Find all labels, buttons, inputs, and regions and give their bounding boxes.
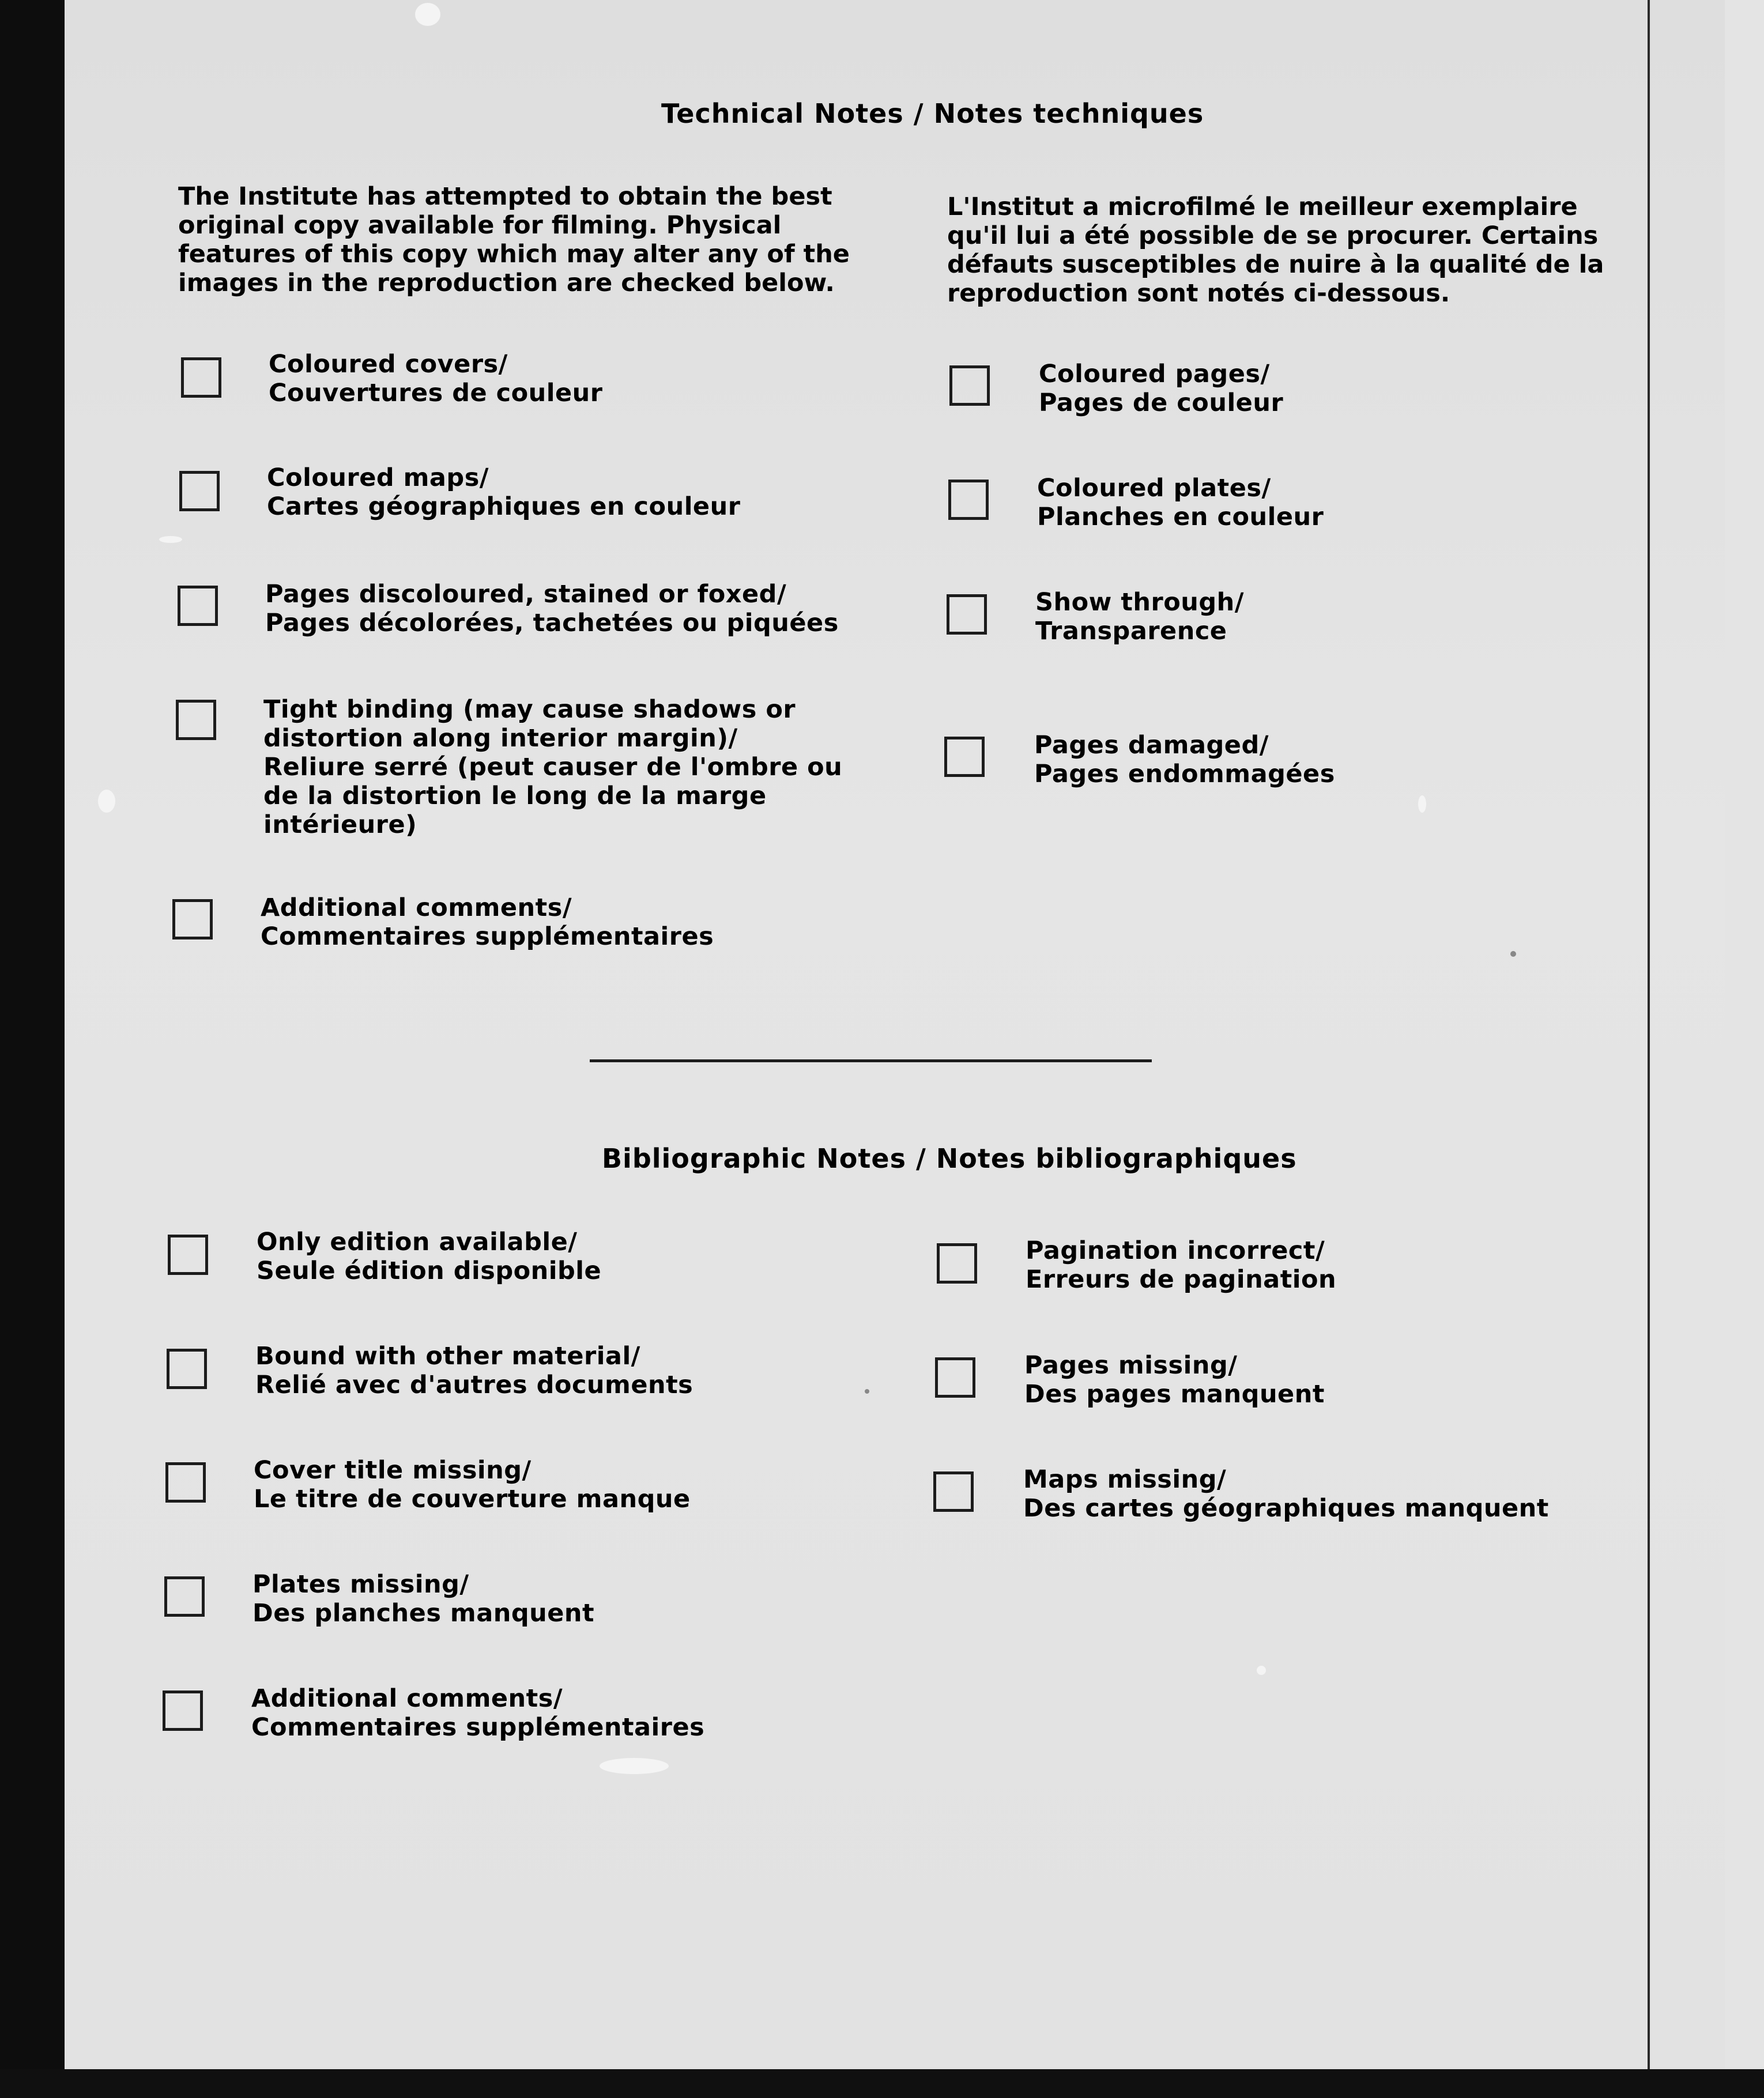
label-bibliographic-additional-comments: Additional comments/ Commentaires supplémentaires bbox=[251, 1684, 705, 1742]
checkbox-show-through[interactable] bbox=[947, 594, 987, 635]
label-maps-missing: Maps missing/ Des cartes géographiques manquent bbox=[1023, 1465, 1549, 1523]
label-coloured-pages: Coloured pages/ Pages de couleur bbox=[1039, 360, 1284, 417]
film-blemish bbox=[1257, 1666, 1266, 1675]
checkbox-technical-additional-comments[interactable] bbox=[172, 899, 213, 939]
film-blemish bbox=[865, 1389, 869, 1394]
section-divider-rule bbox=[590, 1059, 1152, 1062]
label-pages-missing: Pages missing/ Des pages manquent bbox=[1024, 1351, 1325, 1409]
frame-bottom-edge bbox=[0, 2069, 1764, 2098]
label-only-edition: Only edition available/ Seule édition disponible bbox=[257, 1228, 602, 1285]
checkbox-plates-missing[interactable] bbox=[164, 1576, 205, 1617]
film-blemish bbox=[600, 1758, 669, 1774]
checkbox-bound-with-other[interactable] bbox=[167, 1349, 207, 1389]
checkbox-pages-discoloured[interactable] bbox=[178, 586, 218, 626]
checkbox-coloured-plates[interactable] bbox=[948, 480, 989, 520]
technical-intro-french: L'Institut a microfilmé le meilleur exemplaire qu'il lui a été possible de se procurer. Certains défauts susceptibles de nuire à la qualité de la reproduction sont notés ci-dessous. bbox=[947, 193, 1604, 308]
film-blemish bbox=[415, 3, 440, 26]
checkbox-only-edition[interactable] bbox=[168, 1235, 208, 1275]
label-show-through: Show through/ Transparence bbox=[1035, 588, 1244, 646]
adjacent-page-strip bbox=[1725, 0, 1764, 2098]
checkbox-tight-binding[interactable] bbox=[176, 700, 216, 740]
label-pages-damaged: Pages damaged/ Pages endommagées bbox=[1034, 731, 1335, 788]
film-blemish bbox=[1510, 951, 1516, 957]
film-blemish bbox=[1418, 795, 1426, 813]
checkbox-cover-title-missing[interactable] bbox=[165, 1462, 206, 1503]
technical-notes-heading: Technical Notes / Notes techniques bbox=[661, 98, 1204, 129]
label-pagination-incorrect: Pagination incorrect/ Erreurs de pagination bbox=[1026, 1236, 1337, 1294]
label-plates-missing: Plates missing/ Des planches manquent bbox=[252, 1570, 595, 1628]
film-blemish bbox=[98, 790, 115, 813]
label-technical-additional-comments: Additional comments/ Commentaires supplémentaires bbox=[261, 893, 714, 951]
checkbox-coloured-pages[interactable] bbox=[949, 365, 990, 406]
label-tight-binding: Tight binding (may cause shadows or distortion along interior margin)/ Reliure serré (peut causer de l'ombre ou de la distortion le long de la marge intérieure) bbox=[263, 695, 843, 839]
document-page bbox=[65, 0, 1725, 2098]
label-cover-title-missing: Cover title missing/ Le titre de couverture manque bbox=[254, 1456, 691, 1514]
checkbox-pagination-incorrect[interactable] bbox=[937, 1243, 977, 1284]
bibliographic-notes-heading: Bibliographic Notes / Notes bibliographiques bbox=[602, 1143, 1297, 1174]
checkbox-maps-missing[interactable] bbox=[933, 1471, 974, 1512]
checkbox-bibliographic-additional-comments[interactable] bbox=[163, 1691, 203, 1731]
film-blemish bbox=[159, 536, 182, 543]
technical-intro-english: The Institute has attempted to obtain the best original copy available for filming. Physical features of this copy which may alter any of the images in the reproduction are checked below. bbox=[178, 182, 850, 297]
checkbox-coloured-covers[interactable] bbox=[181, 357, 221, 398]
label-bound-with-other: Bound with other material/ Relié avec d'autres documents bbox=[255, 1342, 693, 1399]
checkbox-pages-missing[interactable] bbox=[935, 1357, 975, 1398]
page-edge-line bbox=[1648, 0, 1650, 2098]
checkbox-pages-damaged[interactable] bbox=[944, 737, 985, 777]
checkbox-coloured-maps[interactable] bbox=[179, 471, 220, 511]
label-coloured-covers: Coloured covers/ Couvertures de couleur bbox=[269, 350, 603, 407]
label-coloured-maps: Coloured maps/ Cartes géographiques en couleur bbox=[267, 463, 741, 521]
label-coloured-plates: Coloured plates/ Planches en couleur bbox=[1037, 474, 1324, 531]
label-pages-discoloured: Pages discoloured, stained or foxed/ Pages décolorées, tachetées ou piquées bbox=[265, 580, 839, 637]
